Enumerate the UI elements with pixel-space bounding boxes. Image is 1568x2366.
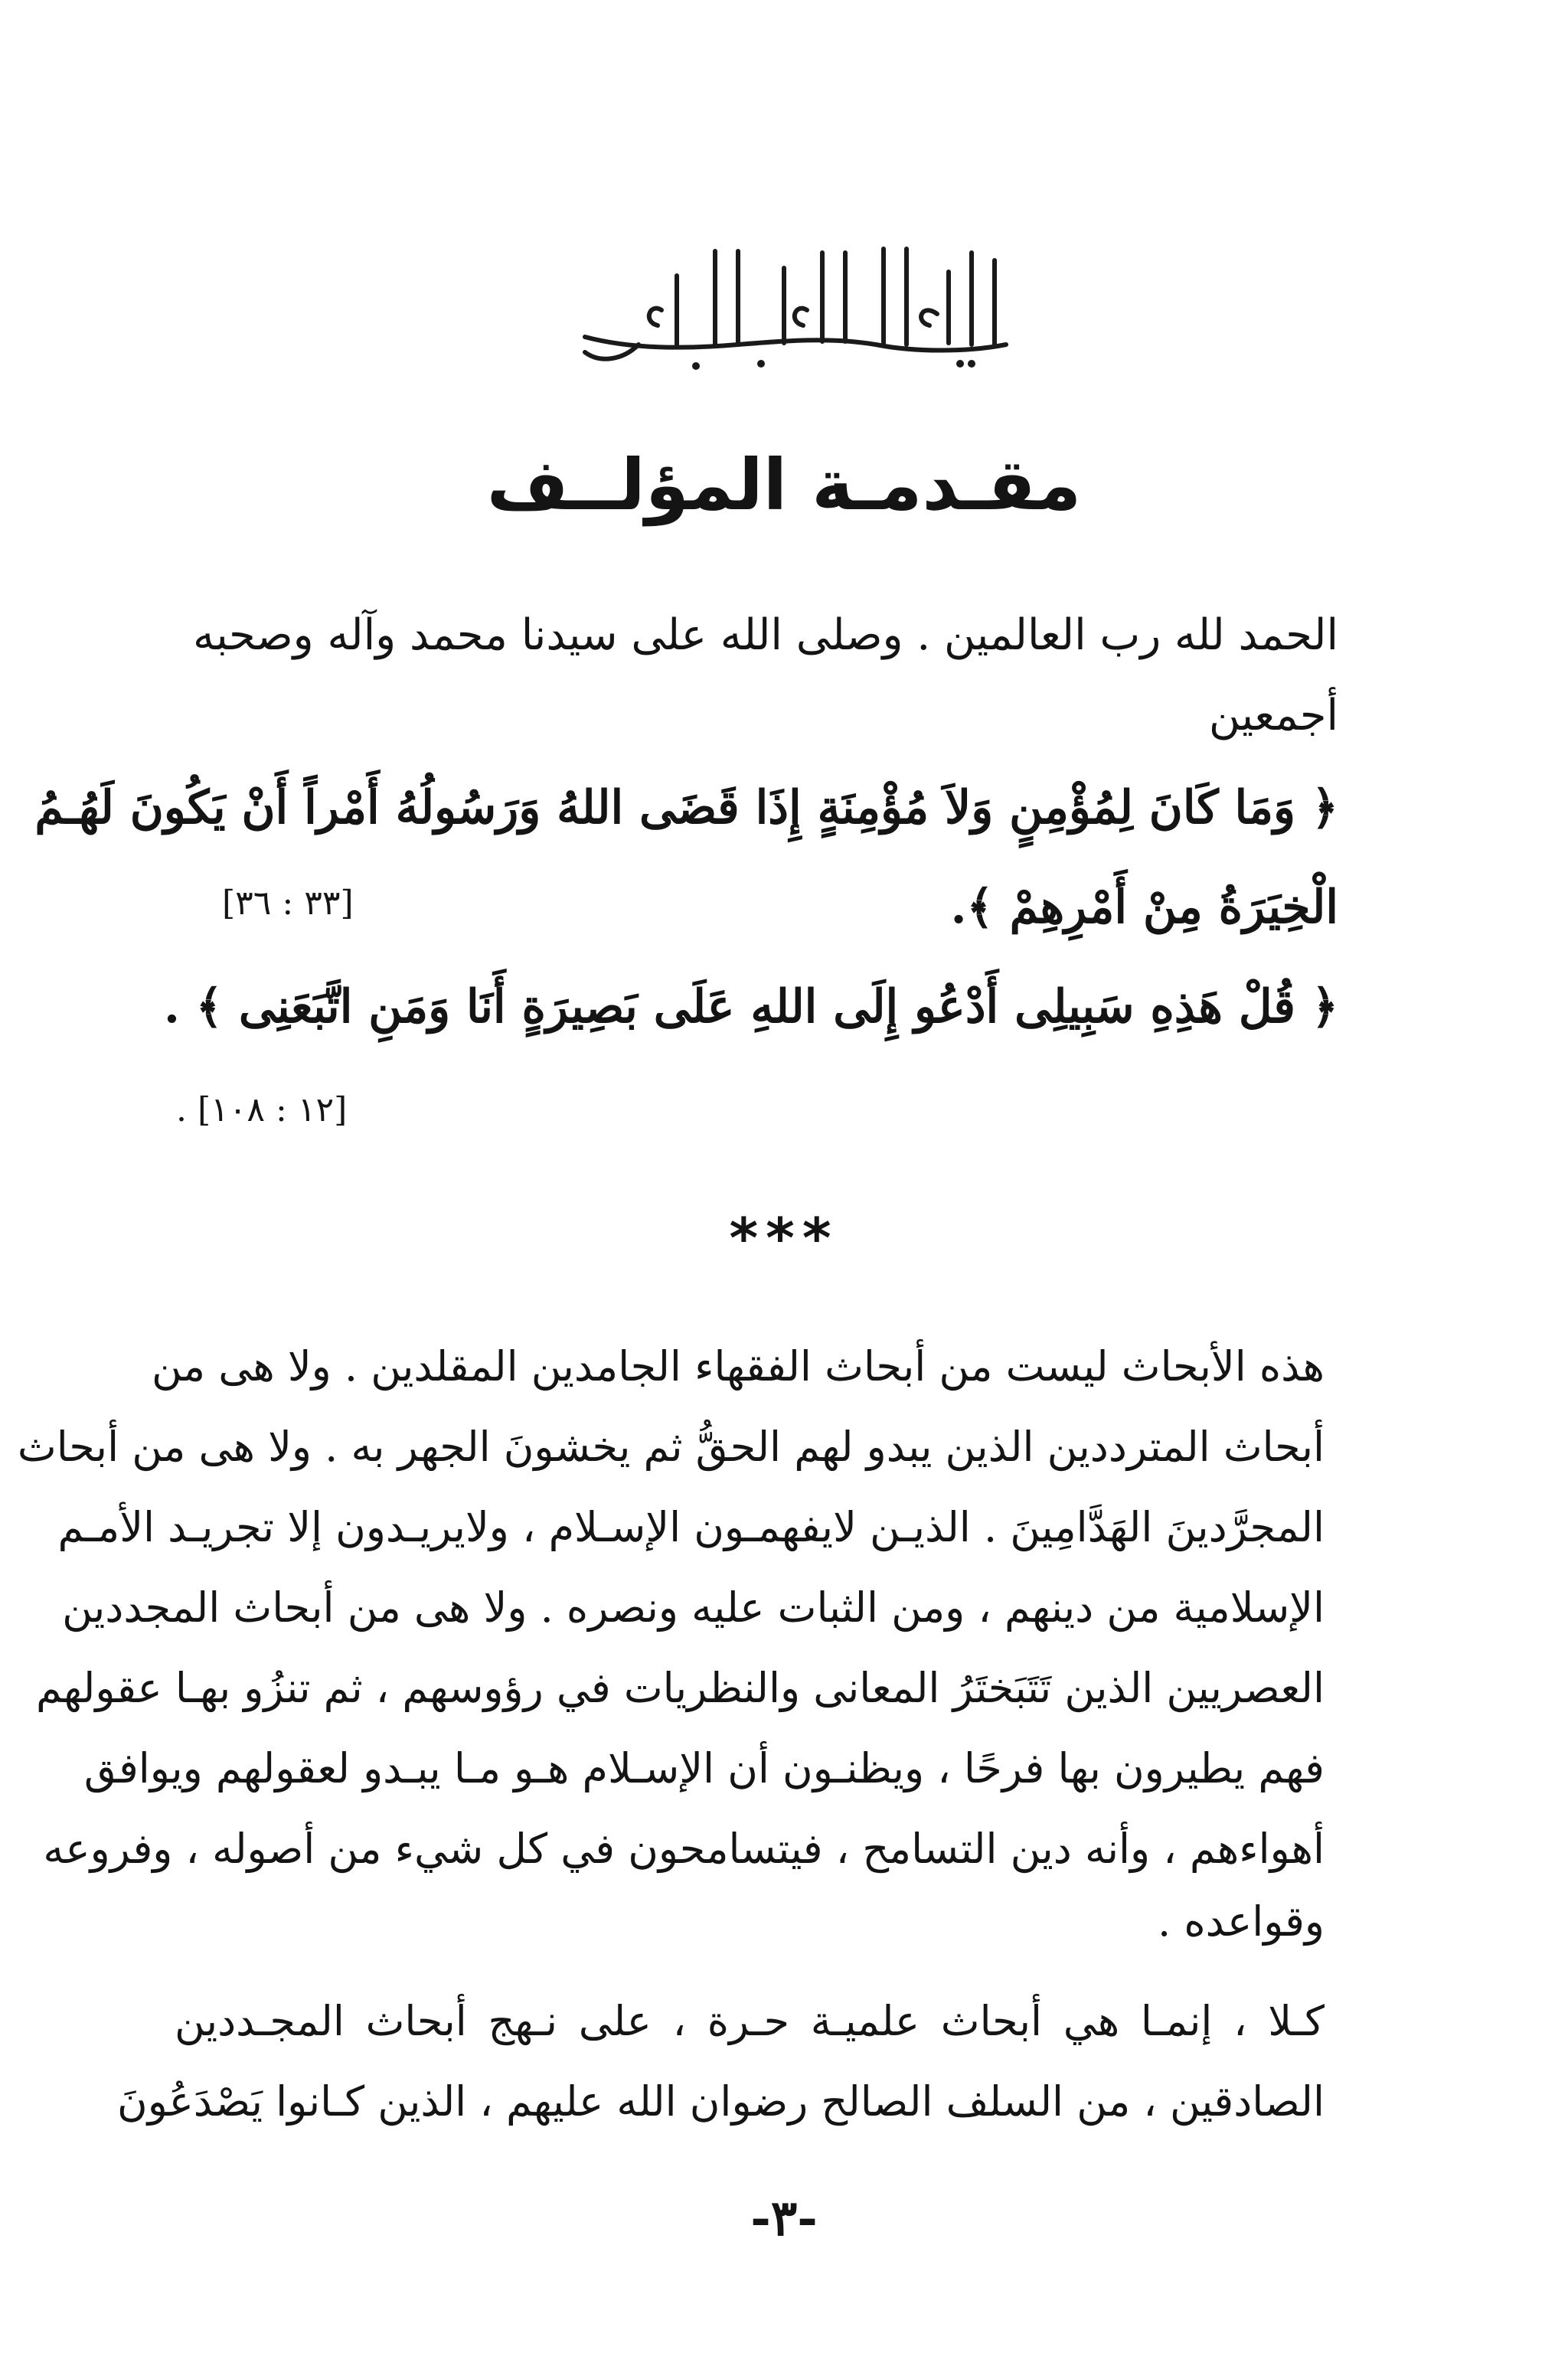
paragraph-2-line-2: الصادقين ، من السلف الصالح رضوان الله عليهم ، الذين كـانوا يَصْدَعُونَ: [117, 2077, 1325, 2126]
paragraph-1-line-4: الإسلامية من دينهم ، ومن الثبات عليه ونصره . ولا هى من أبحاث المجددين: [62, 1583, 1325, 1632]
verse-1-reference: [٣٣ : ٣٦]: [222, 884, 354, 923]
paragraph-1-line-1: هذه الأبحاث ليست من أبحاث الفقهاء الجامدين المقلدين . ولا هى من: [152, 1342, 1325, 1391]
page-number: -٣-: [750, 2190, 818, 2247]
intro-line-2: أجمعين: [1208, 691, 1338, 740]
section-separator: ***: [729, 1206, 839, 1270]
verse-2-line-1: ﴿ قُلْ هَذِهِ سَبِيلِى أَدْعُو إِلَى اللهِ عَلَى بَصِيرَةٍ أَنَا وَمَنِ اتَّبَعَنِى ﴾ .: [164, 980, 1338, 1034]
basmala-calligraphy-icon: [554, 230, 1029, 375]
paragraph-1-line-3: المجرَّدينَ الهَدَّامِينَ . الذيـن لايفهمـون الإسـلام ، ولايريـدون إلا تجريـد الأمـم: [57, 1503, 1325, 1551]
paragraph-1-line-6: فهم يطيرون بها فرحًا ، ويظنـون أن الإسـلام هـو مـا يبـدو لعقولهم ويوافق: [83, 1744, 1325, 1792]
page-title: مقـدمـة المؤلــف: [486, 444, 1082, 526]
paragraph-1-line-5: العصريين الذين تَتَبَختَرُ المعانى والنظريات في رؤوسهم ، ثم تنزُو بهـا عقولهم: [36, 1664, 1325, 1712]
verse-1-line-2: الْخِيَرَةُ مِنْ أَمْرِهِمْ ﴾.: [950, 881, 1338, 934]
intro-line-1: الحمد لله رب العالمين . وصلى الله على سيدنا محمد وآله وصحبه: [193, 610, 1338, 660]
verse-1-line-1: ﴿ وَمَا كَانَ لِمُؤْمِنٍ وَلاَ مُؤْمِنَةٍ إِذَا قَضَى اللهُ وَرَسُولُهُ أَمْراً أَنْ يَكُونَ لَهُـمُ: [34, 781, 1338, 835]
paragraph-1-line-8: وقواعده .: [1158, 1897, 1325, 1946]
paragraph-1-line-7: أهواءهم ، وأنه دين التسامح ، فيتسامحون في كل شيء من أصوله ، وفروعه: [43, 1825, 1325, 1873]
basmala-calligraphy: [554, 230, 1029, 375]
paragraph-1-line-2: أبحاث المترددين الذين يبدو لهم الحقُّ ثم يخشونَ الجهر به . ولا هى من أبحاث: [17, 1423, 1325, 1471]
paragraph-2-line-1: كـلا ، إنمـا هي أبحاث علميـة حـرة ، على نـهج أبحاث المجـددين: [175, 1997, 1325, 2045]
verse-2-reference: [١٢ : ١٠٨] .: [176, 1090, 348, 1129]
